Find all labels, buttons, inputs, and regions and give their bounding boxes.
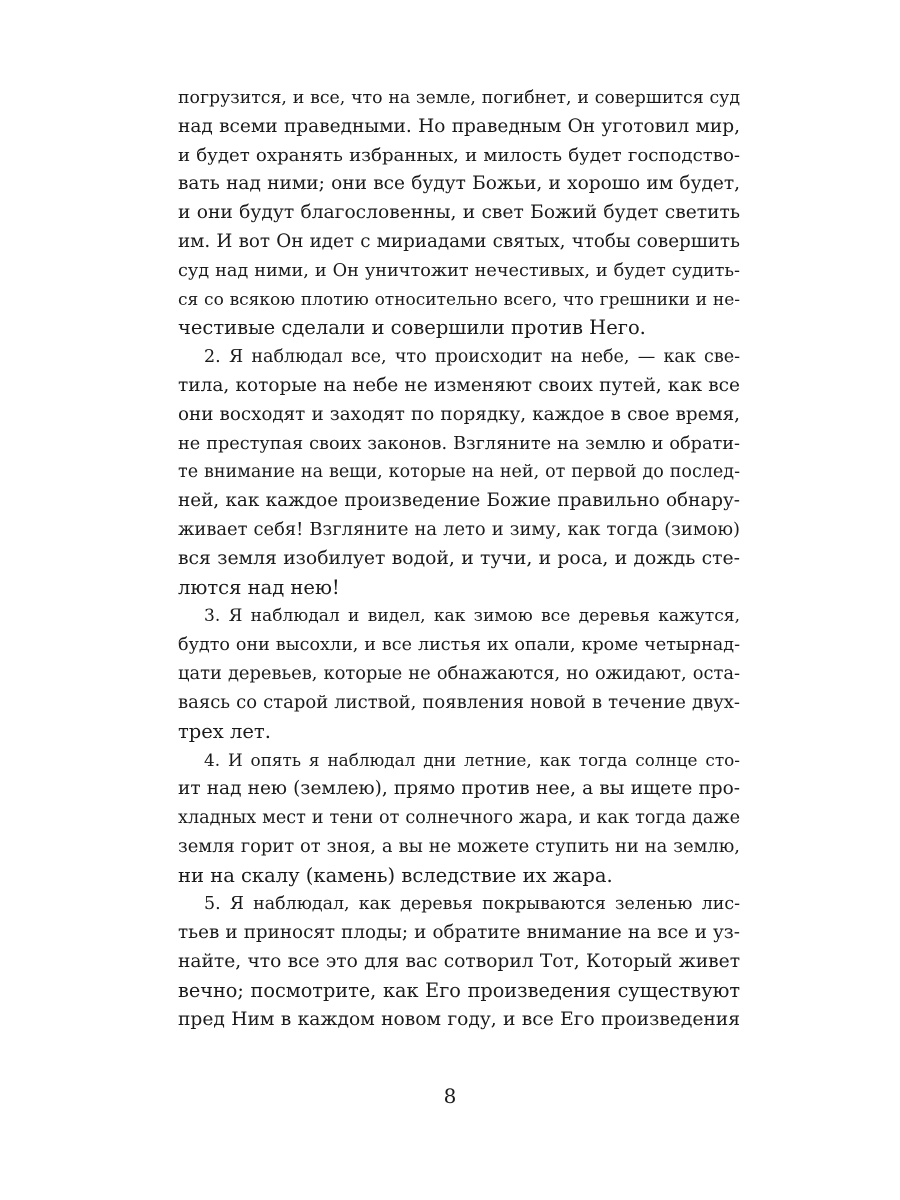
paragraph-2 bbox=[178, 343, 740, 602]
text-line: 4. И опять я наблюдал дни летние, как тогда солнце сто- bbox=[204, 750, 740, 771]
text-line: живает себя! Взгляните на лето и зиму, как тогда (зимою) bbox=[178, 518, 740, 540]
text-line: будто они высохли, и все листья их опали, кроме четырнад- bbox=[178, 635, 740, 656]
text-line: суд над ними, и Он уничтожит нечестивых, и будет судить- bbox=[178, 260, 740, 281]
paragraph-5 bbox=[178, 890, 740, 1034]
text-line: пред Ним в каждом новом году, и все Его произведения bbox=[178, 1008, 740, 1030]
text-line: честивые сделали и совершили против Него. bbox=[178, 316, 646, 340]
text-line: найте, что все это для вас сотворил Тот, Который живет bbox=[178, 950, 740, 972]
text-line: над всеми праведными. Но праведным Он уготовил мир, bbox=[178, 115, 740, 137]
text-line: они восходят и заходят по порядку, каждое в свое время, bbox=[178, 403, 740, 425]
text-line: вся земля изобилует водой, и тучи, и роса, и дождь сте- bbox=[178, 547, 740, 569]
text-line: хладных мест и тени от солнечного жара, и как тогда даже bbox=[178, 807, 740, 828]
text-line: ит над нею (землею), прямо против нее, а вы ищете про- bbox=[178, 778, 740, 800]
text-line: не преступая своих законов. Взгляните на землю и обрати- bbox=[178, 433, 740, 454]
paragraph-3 bbox=[178, 602, 740, 746]
text-line: 3. Я наблюдал и видел, как зимою все деревья кажутся, bbox=[204, 606, 740, 627]
paragraph-1 bbox=[178, 84, 740, 343]
text-line: цати деревьев, которые не обнажаются, но ожидают, оста- bbox=[178, 662, 740, 684]
text-line: ваясь со старой листвой, появления новой в течение двух- bbox=[178, 691, 740, 713]
text-line: те внимание на вещи, которые на ней, от первой до послед- bbox=[178, 462, 740, 483]
text-line: и будет охранять избранных, и милость будет господство- bbox=[178, 144, 740, 166]
paragraph-4 bbox=[178, 746, 740, 890]
text-line: тила, которые на небе не изменяют своих путей, как все bbox=[178, 374, 740, 396]
text-line: погрузится, и все, что на земле, погибнет, и совершится суд bbox=[178, 88, 740, 108]
text-line: и они будут благословенны, и свет Божий будет светить bbox=[178, 202, 740, 224]
text-line: тьев и приносят плоды; и обратите внимание на все и уз- bbox=[178, 922, 740, 944]
text-line: ся со всякою плотию относительно всего, что грешники и не- bbox=[178, 289, 740, 310]
page-body bbox=[178, 84, 740, 1034]
text-line: ней, как каждое произведение Божие правильно обнару- bbox=[178, 490, 740, 512]
text-line: 5. Я наблюдал, как деревья покрываются зеленью лис- bbox=[204, 894, 740, 915]
text-line: вечно; посмотрите, как Его произведения существуют bbox=[178, 978, 740, 1002]
text-line: вать над ними; они все будут Божьи, и хорошо им будет, bbox=[178, 173, 740, 195]
text-line: 2. Я наблюдал все, что происходит на небе, — как све- bbox=[204, 347, 740, 368]
text-line: ни на скалу (камень) вследствие их жара. bbox=[178, 863, 613, 887]
page-number: 8 bbox=[443, 1084, 457, 1108]
text-line: лются над нею! bbox=[178, 575, 340, 599]
text-line: земля горит от зноя, а вы не можете ступить ни на землю, bbox=[178, 835, 740, 857]
text-line: трех лет. bbox=[178, 719, 271, 743]
text-line: им. И вот Он идет с мириадами святых, чтобы совершить bbox=[178, 230, 740, 252]
